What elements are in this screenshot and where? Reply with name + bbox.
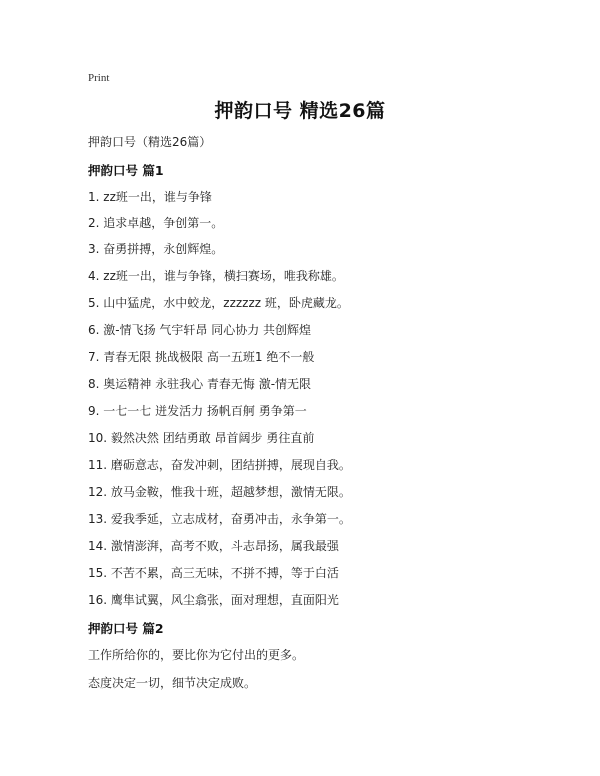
list-item: 16. 鹰隼试翼，风尘翕张，面对理想，直面阳光	[88, 593, 339, 607]
list-item: 工作所给你的，要比你为它付出的更多。	[88, 648, 305, 662]
list-item: 1. zz班一出，谁与争锋	[88, 190, 212, 204]
section-heading: 押韵口号 篇1	[88, 163, 164, 178]
list-item: 5. 山中猛虎，水中蛟龙，zzzzzz 班，卧虎藏龙。	[88, 296, 349, 310]
list-item: 11. 磨砺意志，奋发冲刺，团结拼搏，展现自我。	[88, 458, 351, 472]
list-item: 3. 奋勇拼搏，永创辉煌。	[88, 242, 224, 256]
list-item: 7. 青春无限 挑战极限 高一五班1 绝不一般	[88, 350, 315, 364]
list-item: 6. 激-情飞扬 气宇轩昂 同心协力 共创辉煌	[88, 323, 312, 337]
list-item: 态度决定一切，细节决定成败。	[88, 676, 257, 690]
list-item: 14. 激情澎湃，高考不败，斗志昂扬，属我最强	[88, 539, 339, 553]
list-item: 8. 奥运精神 永驻我心 青春无悔 激-情无限	[88, 377, 312, 391]
list-item: 10. 毅然决然 团结勇敢 昂首阔步 勇往直前	[88, 431, 315, 445]
list-item: 9. 一七一七 迸发活力 扬帆百舸 勇争第一	[88, 404, 307, 418]
list-item: 13. 爱我季延，立志成材，奋勇冲击，永争第一。	[88, 512, 351, 526]
print-label: Print	[88, 72, 110, 84]
section-heading: 押韵口号 篇2	[88, 621, 164, 636]
document-title: 押韵口号 精选26篇	[214, 100, 386, 122]
list-item: 12. 放马金鞍，惟我十班，超越梦想，激情无限。	[88, 485, 351, 499]
list-item: 2. 追求卓越，争创第一。	[88, 216, 224, 230]
list-item: 15. 不苦不累，高三无味，不拼不搏，等于白活	[88, 566, 339, 580]
list-item: 4. zz班一出，谁与争锋，横扫赛场，唯我称雄。	[88, 269, 344, 283]
document-subtitle: 押韵口号（精选26篇）	[88, 135, 212, 149]
